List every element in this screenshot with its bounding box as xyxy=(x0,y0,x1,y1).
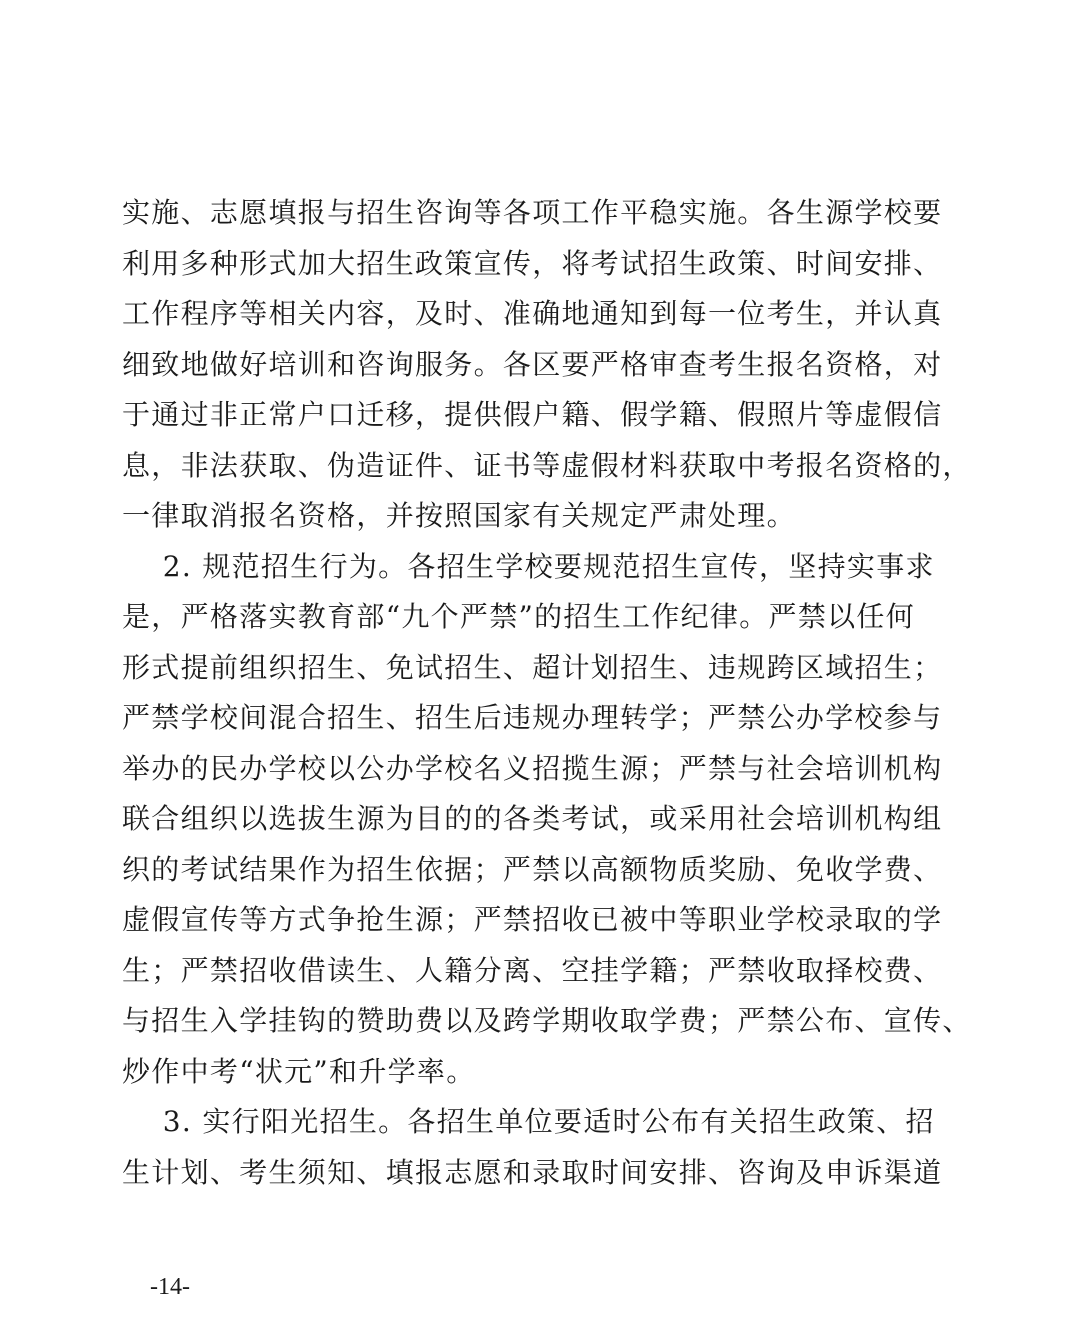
text-line: 生计划、考生须知、填报志愿和录取时间安排、咨询及申诉渠道 xyxy=(122,1155,943,1189)
text-line: 与招生入学挂钩的赞助费以及跨学期收取学费；严禁公布、宣传、 xyxy=(122,1004,972,1037)
text-line: 严禁学校间混合招生、招生后违规办理转学；严禁公办学校参与 xyxy=(122,701,943,734)
text-line: 联合组织以选拔生源为目的的各类考试，或采用社会培训机构组 xyxy=(122,802,943,835)
text-line: 工作程序等相关内容，及时、准确地通知到每一位考生，并认真 xyxy=(122,297,943,330)
text-line: 形式提前组织招生、免试招生、超计划招生、违规跨区域招生； xyxy=(122,650,943,684)
page-number: -14- xyxy=(150,1274,190,1300)
text-line: 生；严禁招收借读生、人籍分离、空挂学籍；严禁收取择校费、 xyxy=(122,953,943,987)
body-text xyxy=(122,188,972,1198)
text-line: 举办的民办学校以公办学校名义招揽生源；严禁与社会培训机构 xyxy=(122,751,943,785)
text-line: 是，严格落实教育部“九个严禁”的招生工作纪律。严禁以任何 xyxy=(122,600,916,633)
text-line: 3. 实行阳光招生。各招生单位要适时公布有关招生政策、招 xyxy=(122,1105,935,1138)
text-line: 织的考试结果作为招生依据；严禁以高额物质奖励、免收学费、 xyxy=(122,852,943,886)
text-line: 2. 规范招生行为。各招生学校要规范招生宣传，坚持实事求 xyxy=(122,549,935,583)
text-line: 于通过非正常户口迁移，提供假户籍、假学籍、假照片等虚假信 xyxy=(122,398,943,431)
text-line: 炒作中考“状元”和升学率。 xyxy=(122,1054,476,1088)
text-line: 实施、志愿填报与招生咨询等各项工作平稳实施。各生源学校要 xyxy=(122,196,943,229)
text-line: 细致地做好培训和咨询服务。各区要严格审查考生报名资格，对 xyxy=(122,347,943,381)
text-line: 一律取消报名资格，并按照国家有关规定严肃处理。 xyxy=(122,499,796,532)
text-line: 息，非法获取、伪造证件、证书等虚假材料获取中考报名资格的， xyxy=(122,448,972,482)
text-line: 虚假宣传等方式争抢生源；严禁招收已被中等职业学校录取的学 xyxy=(122,903,943,936)
text-line: 利用多种形式加大招生政策宣传，将考试招生政策、时间安排、 xyxy=(122,246,943,280)
